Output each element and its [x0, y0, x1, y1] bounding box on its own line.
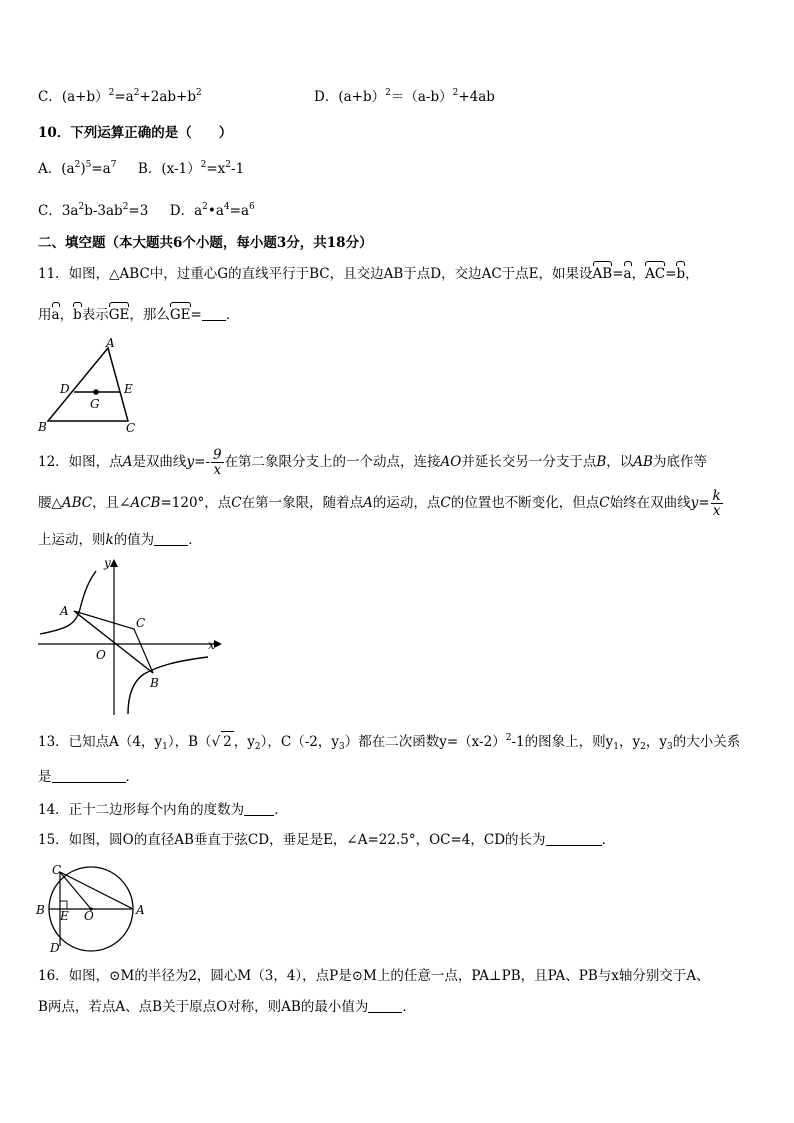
- label-b: B: [36, 903, 45, 917]
- answer-blank[interactable]: [52, 768, 126, 783]
- label-c: C: [126, 421, 136, 435]
- label-a: A: [136, 903, 145, 917]
- segment-co: [60, 872, 91, 909]
- label-x: x: [208, 638, 215, 652]
- label-y: y: [104, 556, 111, 570]
- q10-options-ab: A．$(a^2)^5=a^7$ B．$(x-1)^2=x^2-1$: [38, 160, 245, 177]
- label-a: A: [106, 336, 115, 350]
- label-d: D: [50, 941, 60, 955]
- answer-blank[interactable]: [154, 531, 188, 546]
- right-angle-mark: [60, 901, 67, 909]
- answer-blank[interactable]: [546, 831, 602, 846]
- label-o: O: [96, 648, 106, 662]
- hyperbola-right-branch: [128, 657, 208, 714]
- q10-stem: 10．下列运算正确的是（ ）: [38, 125, 233, 141]
- label-a: A: [60, 604, 69, 618]
- label-b: B: [38, 420, 47, 434]
- answer-blank[interactable]: [244, 801, 274, 816]
- label-c: C: [136, 616, 146, 630]
- q13-line2: 是 ．: [38, 769, 139, 785]
- q15-circle-figure: [34, 864, 154, 954]
- q9-option-d: D．$(a+b)^2=(a-b)^2+4ab$: [314, 88, 495, 105]
- q11-triangle-figure: [34, 338, 144, 438]
- label-g: G: [90, 397, 100, 411]
- q11-line1: 11．如图，△ABC中，过重心G的直线平行于BC，且交边AB于点D，交边AC于点E，如果设AB=a，AC=b，: [38, 266, 699, 282]
- q11-line2: 用a，b表示GE，那么GE= ．: [38, 307, 240, 323]
- q12-hyperbola-figure: [36, 557, 226, 717]
- answer-blank[interactable]: [202, 306, 226, 321]
- label-e: E: [124, 382, 133, 396]
- q13-line1: 13．已知点A（4，$y_1$），B（√ 2 ，$y_2$），C（-2，$y_3$）都在二次函数$y=(x-2)^2-1$的图象上，则$y_1$，$y_2$，$y_3$的大小关系: [38, 733, 741, 752]
- q16-line2: B两点，若点A、点B关于原点O对称，则AB的最小值为 ．: [38, 999, 416, 1015]
- label-o: O: [84, 909, 94, 923]
- q12-line1: 12．如图，点A是双曲线y=- $\frac{9}{x}$ 在第二象限分支上的一个动点，连接AO并延长交另一分支于点B，以AB为底作等: [38, 447, 707, 478]
- q12-line2: 腰△ABC，且∠ACB=120°，点C在第一象限，随着点A的运动，点C的位置也不断变化，但点C始终在双曲线y= $\frac{k}{x}$: [38, 488, 721, 519]
- q10-options-cd: C．$3a^2b-3ab^2=3$ D．$a^2•a^4=a^6$: [38, 202, 255, 219]
- q9-option-c: C．$(a+b)^2=a^2+2ab+b^2$: [38, 88, 202, 105]
- segment-ca: [60, 872, 133, 909]
- q12-line3: 上运动，则k的值为 ．: [38, 532, 202, 548]
- q15-line: 15．如图，圆O的直径AB垂直于弦CD，垂足是E，∠A=22.5°，OC=4，CD的长为 ．: [38, 832, 616, 848]
- label-d: D: [60, 382, 70, 396]
- answer-blank[interactable]: [368, 998, 402, 1013]
- q14-line: 14．正十二边形每个内角的度数为 ．: [38, 802, 288, 818]
- label-c: C: [52, 863, 62, 877]
- label-b: B: [150, 676, 159, 690]
- hyperbola-left-branch: [40, 571, 96, 634]
- label-e: E: [60, 909, 69, 923]
- centroid-g: [93, 389, 99, 395]
- q16-line1: 16．如图，⊙M的半径为2，圆心M（3，4），点P是⊙M上的任意一点，PA⊥PB，且PA、PB与x轴分别交于A、: [38, 968, 710, 984]
- section-title: 二、填空题（本大题共6个小题，每小题3分，共18分）: [38, 235, 373, 251]
